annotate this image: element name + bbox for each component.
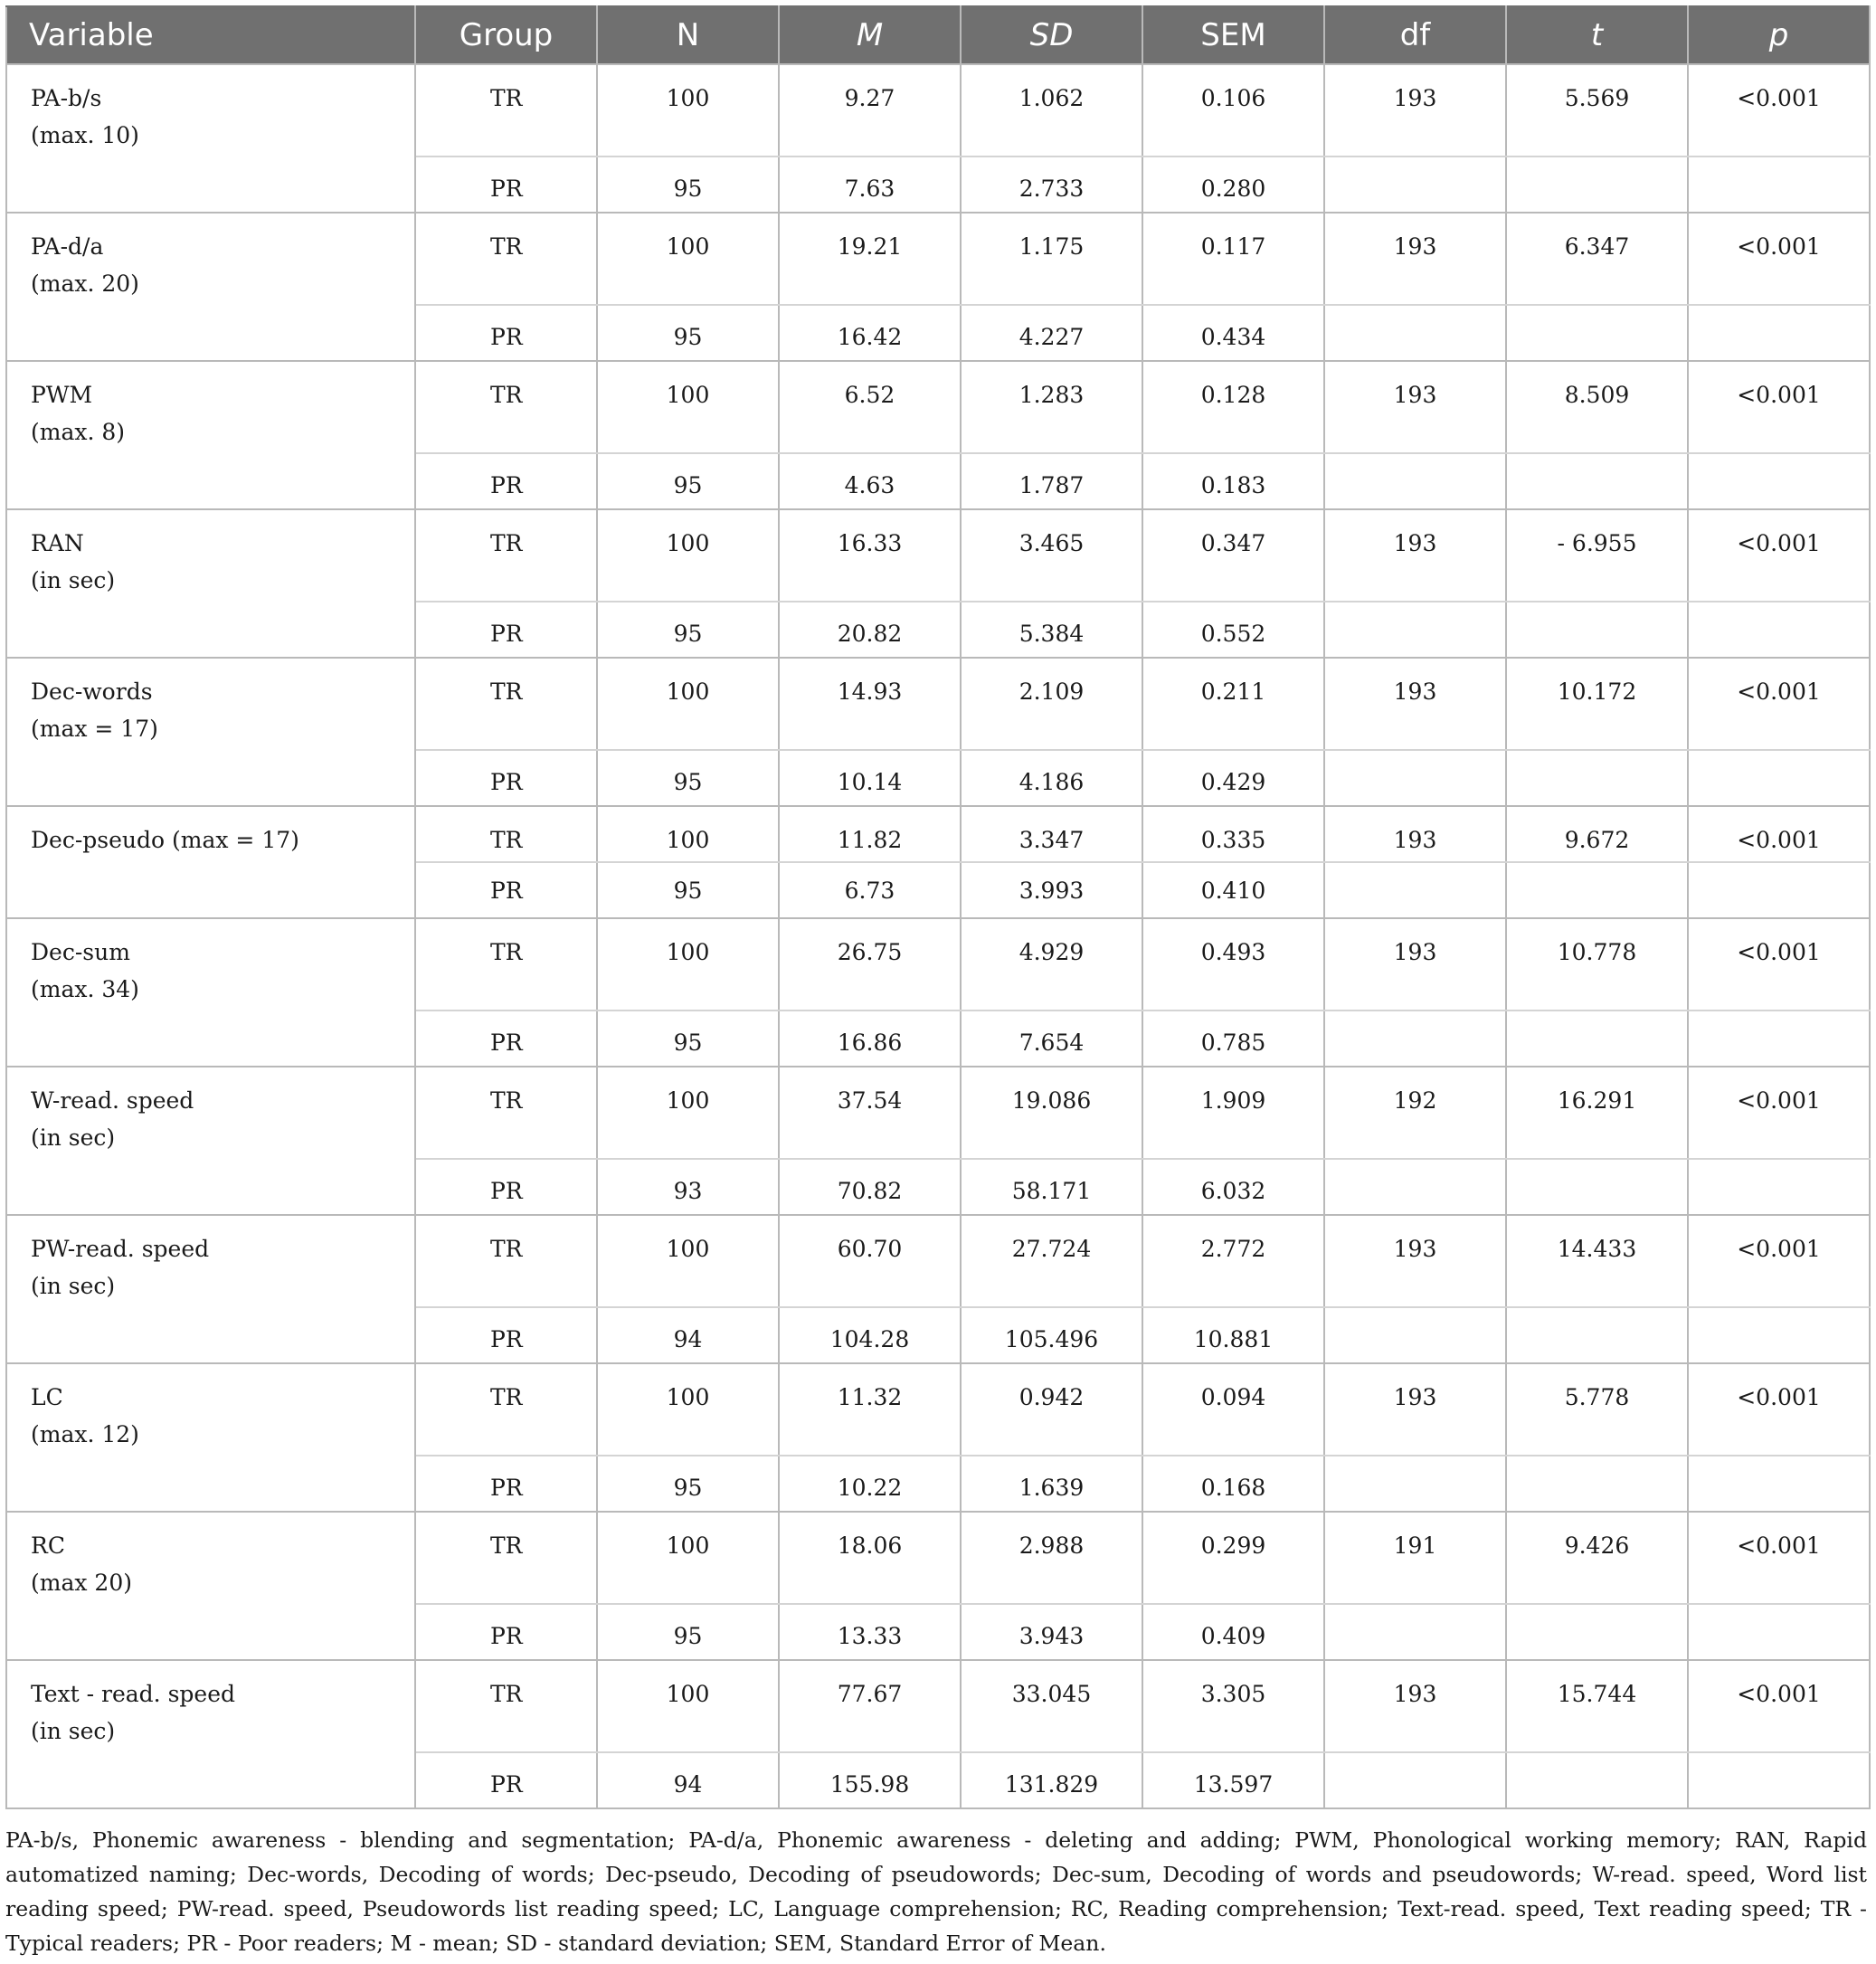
- group-cell: TR: [415, 1512, 597, 1604]
- m-cell: 16.86: [779, 1010, 961, 1067]
- header-df: df: [1324, 6, 1506, 64]
- variable-cell: [6, 1512, 415, 1660]
- p-empty-cell: [1688, 1456, 1870, 1512]
- n-cell: 95: [597, 862, 779, 918]
- sem-cell: 1.909: [1142, 1067, 1324, 1159]
- group-cell: PR: [415, 1010, 597, 1067]
- p-cell: <0.001: [1688, 1067, 1870, 1159]
- sem-cell: 0.552: [1142, 602, 1324, 658]
- df-empty-cell: [1324, 602, 1506, 658]
- group-cell: TR: [415, 1660, 597, 1752]
- n-cell: 95: [597, 750, 779, 806]
- t-cell: 5.778: [1506, 1363, 1688, 1456]
- variable-name: RC: [31, 1532, 65, 1559]
- sd-cell: 131.829: [961, 1752, 1142, 1808]
- t-empty-cell: [1506, 1456, 1688, 1512]
- sd-cell: 5.384: [961, 602, 1142, 658]
- m-cell: 37.54: [779, 1067, 961, 1159]
- n-cell: 94: [597, 1752, 779, 1808]
- group-cell: TR: [415, 918, 597, 1010]
- sem-cell: 2.772: [1142, 1215, 1324, 1307]
- df-cell: 193: [1324, 918, 1506, 1010]
- n-cell: 100: [597, 918, 779, 1010]
- sd-cell: 4.186: [961, 750, 1142, 806]
- table-footnote: PA-b/s, Phonemic awareness - blending and segmentation; PA-d/a, Phonemic awareness - deleting and adding; PWM, Phonological working memory; RAN, Rapid automatized naming; Dec-words, Decoding of words; Dec-pseudo, Decoding of pseudowords; Dec-sum, Decoding of words and pseudowords; W-read. speed, Word list reading speed; PW-read. speed, Pseudowords list reading speed; LC, Language comprehension; RC, Reading comprehension; Text-read. speed, Text reading speed; TR - Typical readers; PR - Poor readers; M - mean; SD - standard deviation; SEM, Standard Error of Mean.: [5, 1827, 1867, 1956]
- sem-cell: 0.335: [1142, 806, 1324, 862]
- header-sem: SEM: [1142, 6, 1324, 64]
- t-cell: 5.569: [1506, 64, 1688, 157]
- n-cell: 100: [597, 1363, 779, 1456]
- variable-range: (max 20): [31, 1570, 132, 1596]
- n-cell: 100: [597, 64, 779, 157]
- df-empty-cell: [1324, 1307, 1506, 1363]
- df-cell: 193: [1324, 509, 1506, 602]
- table-row-tr: [6, 1067, 1870, 1159]
- header-t: t: [1506, 6, 1688, 64]
- n-cell: 95: [597, 305, 779, 361]
- group-cell: PR: [415, 157, 597, 213]
- table-row-tr: [6, 213, 1870, 305]
- df-empty-cell: [1324, 862, 1506, 918]
- m-cell: 104.28: [779, 1307, 961, 1363]
- m-cell: 6.73: [779, 862, 961, 918]
- m-cell: 13.33: [779, 1604, 961, 1660]
- sem-cell: 0.299: [1142, 1512, 1324, 1604]
- group-cell: PR: [415, 602, 597, 658]
- p-cell: <0.001: [1688, 361, 1870, 453]
- n-cell: 100: [597, 1660, 779, 1752]
- m-cell: 7.63: [779, 157, 961, 213]
- t-empty-cell: [1506, 750, 1688, 806]
- table-row-tr: [6, 1512, 1870, 1604]
- variable-range: (max. 34): [31, 976, 139, 1002]
- sem-cell: 0.094: [1142, 1363, 1324, 1456]
- n-cell: 93: [597, 1159, 779, 1215]
- sd-cell: 1.787: [961, 453, 1142, 509]
- t-empty-cell: [1506, 602, 1688, 658]
- group-cell: PR: [415, 453, 597, 509]
- variable-cell: [6, 806, 415, 918]
- variable-cell: [6, 1660, 415, 1808]
- variable-name: W-read. speed: [31, 1087, 194, 1114]
- variable-range: (max = 17): [31, 716, 158, 742]
- header-group: Group: [415, 6, 597, 64]
- df-cell: 192: [1324, 1067, 1506, 1159]
- variable-cell: [6, 509, 415, 658]
- df-cell: 193: [1324, 1660, 1506, 1752]
- df-cell: 193: [1324, 213, 1506, 305]
- table-row-tr: [6, 1660, 1870, 1752]
- sem-cell: 0.117: [1142, 213, 1324, 305]
- m-cell: 77.67: [779, 1660, 961, 1752]
- variable-cell: [6, 918, 415, 1067]
- n-cell: 100: [597, 509, 779, 602]
- sem-cell: 0.211: [1142, 658, 1324, 750]
- m-cell: 18.06: [779, 1512, 961, 1604]
- t-cell: 10.172: [1506, 658, 1688, 750]
- group-cell: PR: [415, 750, 597, 806]
- df-cell: 193: [1324, 658, 1506, 750]
- n-cell: 95: [597, 602, 779, 658]
- t-empty-cell: [1506, 1752, 1688, 1808]
- n-cell: 95: [597, 453, 779, 509]
- p-empty-cell: [1688, 1010, 1870, 1067]
- p-empty-cell: [1688, 602, 1870, 658]
- header-n: N: [597, 6, 779, 64]
- m-cell: 9.27: [779, 64, 961, 157]
- m-cell: 19.21: [779, 213, 961, 305]
- m-cell: 11.32: [779, 1363, 961, 1456]
- table-row-tr: [6, 1215, 1870, 1307]
- table-row-tr: [6, 361, 1870, 453]
- p-empty-cell: [1688, 750, 1870, 806]
- variable-cell: [6, 64, 415, 213]
- t-empty-cell: [1506, 1604, 1688, 1660]
- sd-cell: 1.062: [961, 64, 1142, 157]
- m-cell: 11.82: [779, 806, 961, 862]
- variable-name: LC: [31, 1384, 63, 1410]
- sd-cell: 2.109: [961, 658, 1142, 750]
- variable-range: (in sec): [31, 1124, 116, 1151]
- sem-cell: 0.785: [1142, 1010, 1324, 1067]
- p-cell: <0.001: [1688, 658, 1870, 750]
- variable-range: (max. 8): [31, 419, 126, 445]
- sem-cell: 0.409: [1142, 1604, 1324, 1660]
- p-empty-cell: [1688, 1159, 1870, 1215]
- statistics-table: [5, 5, 1871, 1809]
- n-cell: 100: [597, 213, 779, 305]
- t-cell: 8.509: [1506, 361, 1688, 453]
- sd-cell: 19.086: [961, 1067, 1142, 1159]
- df-empty-cell: [1324, 1456, 1506, 1512]
- variable-name: Dec-pseudo (max = 17): [31, 827, 299, 853]
- table-body: [6, 64, 1870, 1808]
- sem-cell: 10.881: [1142, 1307, 1324, 1363]
- n-cell: 95: [597, 157, 779, 213]
- sem-cell: 0.429: [1142, 750, 1324, 806]
- n-cell: 95: [597, 1456, 779, 1512]
- sd-cell: 3.993: [961, 862, 1142, 918]
- m-cell: 10.14: [779, 750, 961, 806]
- t-empty-cell: [1506, 157, 1688, 213]
- sd-cell: 2.733: [961, 157, 1142, 213]
- t-cell: 9.426: [1506, 1512, 1688, 1604]
- group-cell: TR: [415, 509, 597, 602]
- df-empty-cell: [1324, 1010, 1506, 1067]
- sem-cell: 0.183: [1142, 453, 1324, 509]
- sem-cell: 0.434: [1142, 305, 1324, 361]
- sd-cell: 1.175: [961, 213, 1142, 305]
- group-cell: PR: [415, 1456, 597, 1512]
- variable-range: (in sec): [31, 567, 116, 593]
- variable-range: (max. 20): [31, 270, 139, 297]
- group-cell: TR: [415, 64, 597, 157]
- variable-range: (in sec): [31, 1273, 116, 1299]
- variable-range: (in sec): [31, 1718, 116, 1744]
- group-cell: PR: [415, 1604, 597, 1660]
- variable-name: PA-d/a: [31, 233, 104, 260]
- variable-range: (max. 12): [31, 1421, 139, 1447]
- n-cell: 100: [597, 1512, 779, 1604]
- p-empty-cell: [1688, 453, 1870, 509]
- n-cell: 95: [597, 1010, 779, 1067]
- p-empty-cell: [1688, 305, 1870, 361]
- group-cell: TR: [415, 806, 597, 862]
- t-empty-cell: [1506, 1307, 1688, 1363]
- m-cell: 14.93: [779, 658, 961, 750]
- sem-cell: 3.305: [1142, 1660, 1324, 1752]
- m-cell: 155.98: [779, 1752, 961, 1808]
- sd-cell: 7.654: [961, 1010, 1142, 1067]
- n-cell: 100: [597, 1067, 779, 1159]
- n-cell: 100: [597, 806, 779, 862]
- header-p: p: [1688, 6, 1870, 64]
- m-cell: 60.70: [779, 1215, 961, 1307]
- sd-cell: 1.283: [961, 361, 1142, 453]
- p-cell: <0.001: [1688, 918, 1870, 1010]
- m-cell: 10.22: [779, 1456, 961, 1512]
- sem-cell: 13.597: [1142, 1752, 1324, 1808]
- variable-name: PW-read. speed: [31, 1236, 210, 1262]
- group-cell: PR: [415, 862, 597, 918]
- t-empty-cell: [1506, 453, 1688, 509]
- header-variable: Variable: [6, 6, 415, 64]
- header-sd: SD: [961, 6, 1142, 64]
- m-cell: 20.82: [779, 602, 961, 658]
- group-cell: TR: [415, 1067, 597, 1159]
- group-cell: PR: [415, 1752, 597, 1808]
- p-empty-cell: [1688, 1752, 1870, 1808]
- p-empty-cell: [1688, 1604, 1870, 1660]
- t-empty-cell: [1506, 305, 1688, 361]
- variable-cell: [6, 213, 415, 361]
- n-cell: 94: [597, 1307, 779, 1363]
- variable-cell: [6, 658, 415, 806]
- df-cell: 193: [1324, 1215, 1506, 1307]
- df-cell: 193: [1324, 361, 1506, 453]
- p-empty-cell: [1688, 862, 1870, 918]
- p-cell: <0.001: [1688, 1512, 1870, 1604]
- sd-cell: 27.724: [961, 1215, 1142, 1307]
- table-row-tr: [6, 1363, 1870, 1456]
- t-cell: 9.672: [1506, 806, 1688, 862]
- group-cell: TR: [415, 658, 597, 750]
- sd-cell: 4.227: [961, 305, 1142, 361]
- table-container: [5, 5, 1871, 1809]
- sd-cell: 2.988: [961, 1512, 1142, 1604]
- sem-cell: 0.280: [1142, 157, 1324, 213]
- p-cell: <0.001: [1688, 1660, 1870, 1752]
- df-cell: 193: [1324, 64, 1506, 157]
- table-row-tr: [6, 64, 1870, 157]
- t-cell: 10.778: [1506, 918, 1688, 1010]
- df-cell: 191: [1324, 1512, 1506, 1604]
- sd-cell: 3.347: [961, 806, 1142, 862]
- group-cell: TR: [415, 213, 597, 305]
- group-cell: PR: [415, 1159, 597, 1215]
- n-cell: 100: [597, 361, 779, 453]
- m-cell: 26.75: [779, 918, 961, 1010]
- m-cell: 16.42: [779, 305, 961, 361]
- p-cell: <0.001: [1688, 1363, 1870, 1456]
- p-cell: <0.001: [1688, 213, 1870, 305]
- sd-cell: 0.942: [961, 1363, 1142, 1456]
- sd-cell: 1.639: [961, 1456, 1142, 1512]
- variable-range: (max. 10): [31, 122, 139, 148]
- p-cell: <0.001: [1688, 64, 1870, 157]
- df-cell: 193: [1324, 806, 1506, 862]
- t-empty-cell: [1506, 862, 1688, 918]
- variable-cell: [6, 1067, 415, 1215]
- sd-cell: 105.496: [961, 1307, 1142, 1363]
- t-cell: 14.433: [1506, 1215, 1688, 1307]
- variable-name: Dec-sum: [31, 939, 130, 965]
- variable-name: Dec-words: [31, 678, 153, 705]
- n-cell: 100: [597, 1215, 779, 1307]
- t-cell: 16.291: [1506, 1067, 1688, 1159]
- p-empty-cell: [1688, 157, 1870, 213]
- df-empty-cell: [1324, 453, 1506, 509]
- variable-name: PWM: [31, 382, 93, 408]
- table-row-tr: [6, 918, 1870, 1010]
- m-cell: 4.63: [779, 453, 961, 509]
- m-cell: 6.52: [779, 361, 961, 453]
- df-empty-cell: [1324, 1159, 1506, 1215]
- variable-cell: [6, 1215, 415, 1363]
- sd-cell: 33.045: [961, 1660, 1142, 1752]
- m-cell: 70.82: [779, 1159, 961, 1215]
- n-cell: 95: [597, 1604, 779, 1660]
- sd-cell: 4.929: [961, 918, 1142, 1010]
- t-cell: 15.744: [1506, 1660, 1688, 1752]
- df-empty-cell: [1324, 157, 1506, 213]
- group-cell: TR: [415, 1215, 597, 1307]
- sd-cell: 3.943: [961, 1604, 1142, 1660]
- sd-cell: 58.171: [961, 1159, 1142, 1215]
- sem-cell: 0.493: [1142, 918, 1324, 1010]
- table-row-tr: [6, 509, 1870, 602]
- t-cell: - 6.955: [1506, 509, 1688, 602]
- df-empty-cell: [1324, 1604, 1506, 1660]
- variable-name: Text - read. speed: [31, 1681, 235, 1707]
- header-mean: M: [779, 6, 961, 64]
- p-cell: <0.001: [1688, 509, 1870, 602]
- sem-cell: 6.032: [1142, 1159, 1324, 1215]
- df-empty-cell: [1324, 1752, 1506, 1808]
- group-cell: PR: [415, 1307, 597, 1363]
- df-empty-cell: [1324, 305, 1506, 361]
- sem-cell: 0.347: [1142, 509, 1324, 602]
- group-cell: PR: [415, 305, 597, 361]
- p-empty-cell: [1688, 1307, 1870, 1363]
- t-empty-cell: [1506, 1010, 1688, 1067]
- header-row: [6, 6, 1870, 64]
- p-cell: <0.001: [1688, 1215, 1870, 1307]
- variable-cell: [6, 1363, 415, 1512]
- sem-cell: 0.106: [1142, 64, 1324, 157]
- variable-name: RAN: [31, 530, 84, 556]
- p-cell: <0.001: [1688, 806, 1870, 862]
- group-cell: TR: [415, 361, 597, 453]
- t-empty-cell: [1506, 1159, 1688, 1215]
- variable-name: PA-b/s: [31, 85, 102, 111]
- df-empty-cell: [1324, 750, 1506, 806]
- sem-cell: 0.168: [1142, 1456, 1324, 1512]
- sem-cell: 0.410: [1142, 862, 1324, 918]
- table-row-tr: [6, 658, 1870, 750]
- df-cell: 193: [1324, 1363, 1506, 1456]
- group-cell: TR: [415, 1363, 597, 1456]
- n-cell: 100: [597, 658, 779, 750]
- sem-cell: 0.128: [1142, 361, 1324, 453]
- m-cell: 16.33: [779, 509, 961, 602]
- table-row-tr: [6, 806, 1870, 862]
- variable-cell: [6, 361, 415, 509]
- sd-cell: 3.465: [961, 509, 1142, 602]
- t-cell: 6.347: [1506, 213, 1688, 305]
